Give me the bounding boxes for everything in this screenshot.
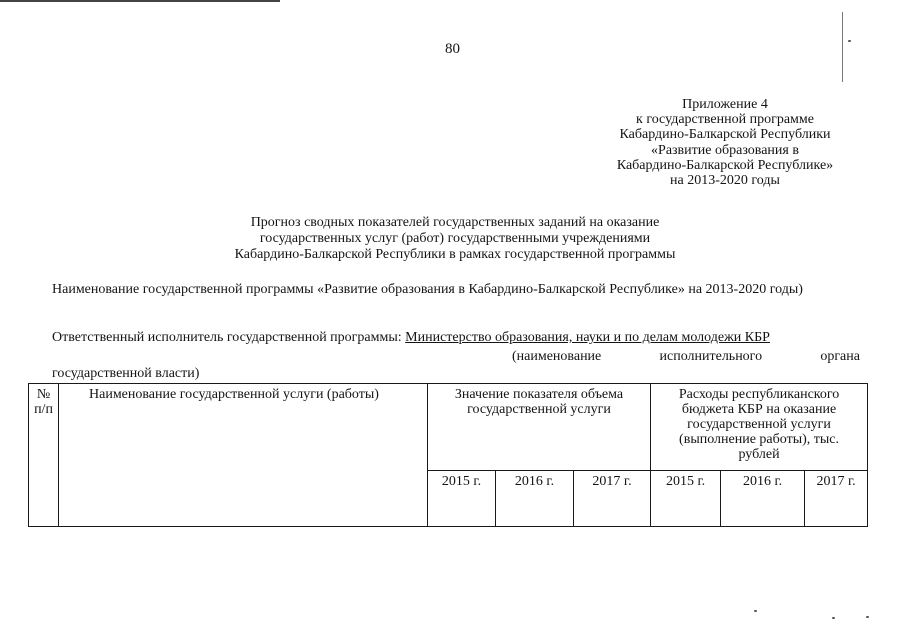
header-year-expenses: 2016 г.	[721, 471, 805, 527]
header-number: № п/п	[29, 384, 59, 527]
table-header-row	[29, 384, 868, 471]
document-title	[140, 215, 770, 263]
title-line: Прогноз сводных показателей государственных заданий на оказание	[250, 215, 660, 230]
title-line: государственных услуг (работ) государственными учреждениями	[259, 231, 651, 246]
header-year-volume: 2017 г.	[574, 471, 651, 527]
executor-hint-word: органа	[820, 349, 860, 364]
header-year-volume: 2015 г.	[428, 471, 496, 527]
executor-value: Министерство образования, науки и по делам молодежи КБР	[405, 330, 770, 345]
scan-speck	[754, 610, 757, 612]
program-name: Наименование государственной программы «Развитие образования в Кабардино-Балкарской Республике» на 2013-2020 годы)	[52, 282, 803, 297]
executor-hint	[52, 349, 860, 364]
executor-label: Ответственный исполнитель государственной программы:	[52, 330, 406, 345]
appendix-line: на 2013-2020 годы	[670, 173, 780, 189]
header-year-volume: 2016 г.	[496, 471, 574, 527]
page-number: 80	[445, 41, 460, 57]
executor-hint-word: (наименование	[512, 349, 602, 364]
scan-edge-line	[0, 0, 280, 2]
header-year-expenses: 2017 г.	[805, 471, 868, 527]
appendix-line: Кабардино-Балкарской Республики	[619, 127, 831, 143]
appendix-line: Кабардино-Балкарской Республике»	[616, 157, 834, 173]
title-line: Кабардино-Балкарской Республики в рамках государственной программы	[234, 247, 676, 262]
appendix-line: к государственной программе	[636, 112, 814, 128]
appendix-block	[560, 97, 890, 188]
indicators-table	[28, 383, 868, 527]
scan-speck	[866, 616, 869, 618]
header-service-name: Наименование государственной услуги (работы)	[59, 384, 428, 527]
header-expenses-group: Расходы республиканского бюджета КБР на оказание государственной услуги (выполнение работы), тыс. рублей	[651, 384, 868, 471]
appendix-line: «Развитие образования в	[651, 142, 799, 158]
header-volume-group: Значение показателя объема государственной услуги	[428, 384, 651, 471]
executor-hint-word: исполнительного	[659, 349, 763, 364]
executor-hint-tail: государственной власти)	[52, 366, 200, 381]
header-year-expenses: 2015 г.	[651, 471, 721, 527]
executor-line	[52, 330, 770, 345]
scan-speck	[832, 617, 835, 619]
appendix-line: Приложение 4	[682, 97, 768, 112]
